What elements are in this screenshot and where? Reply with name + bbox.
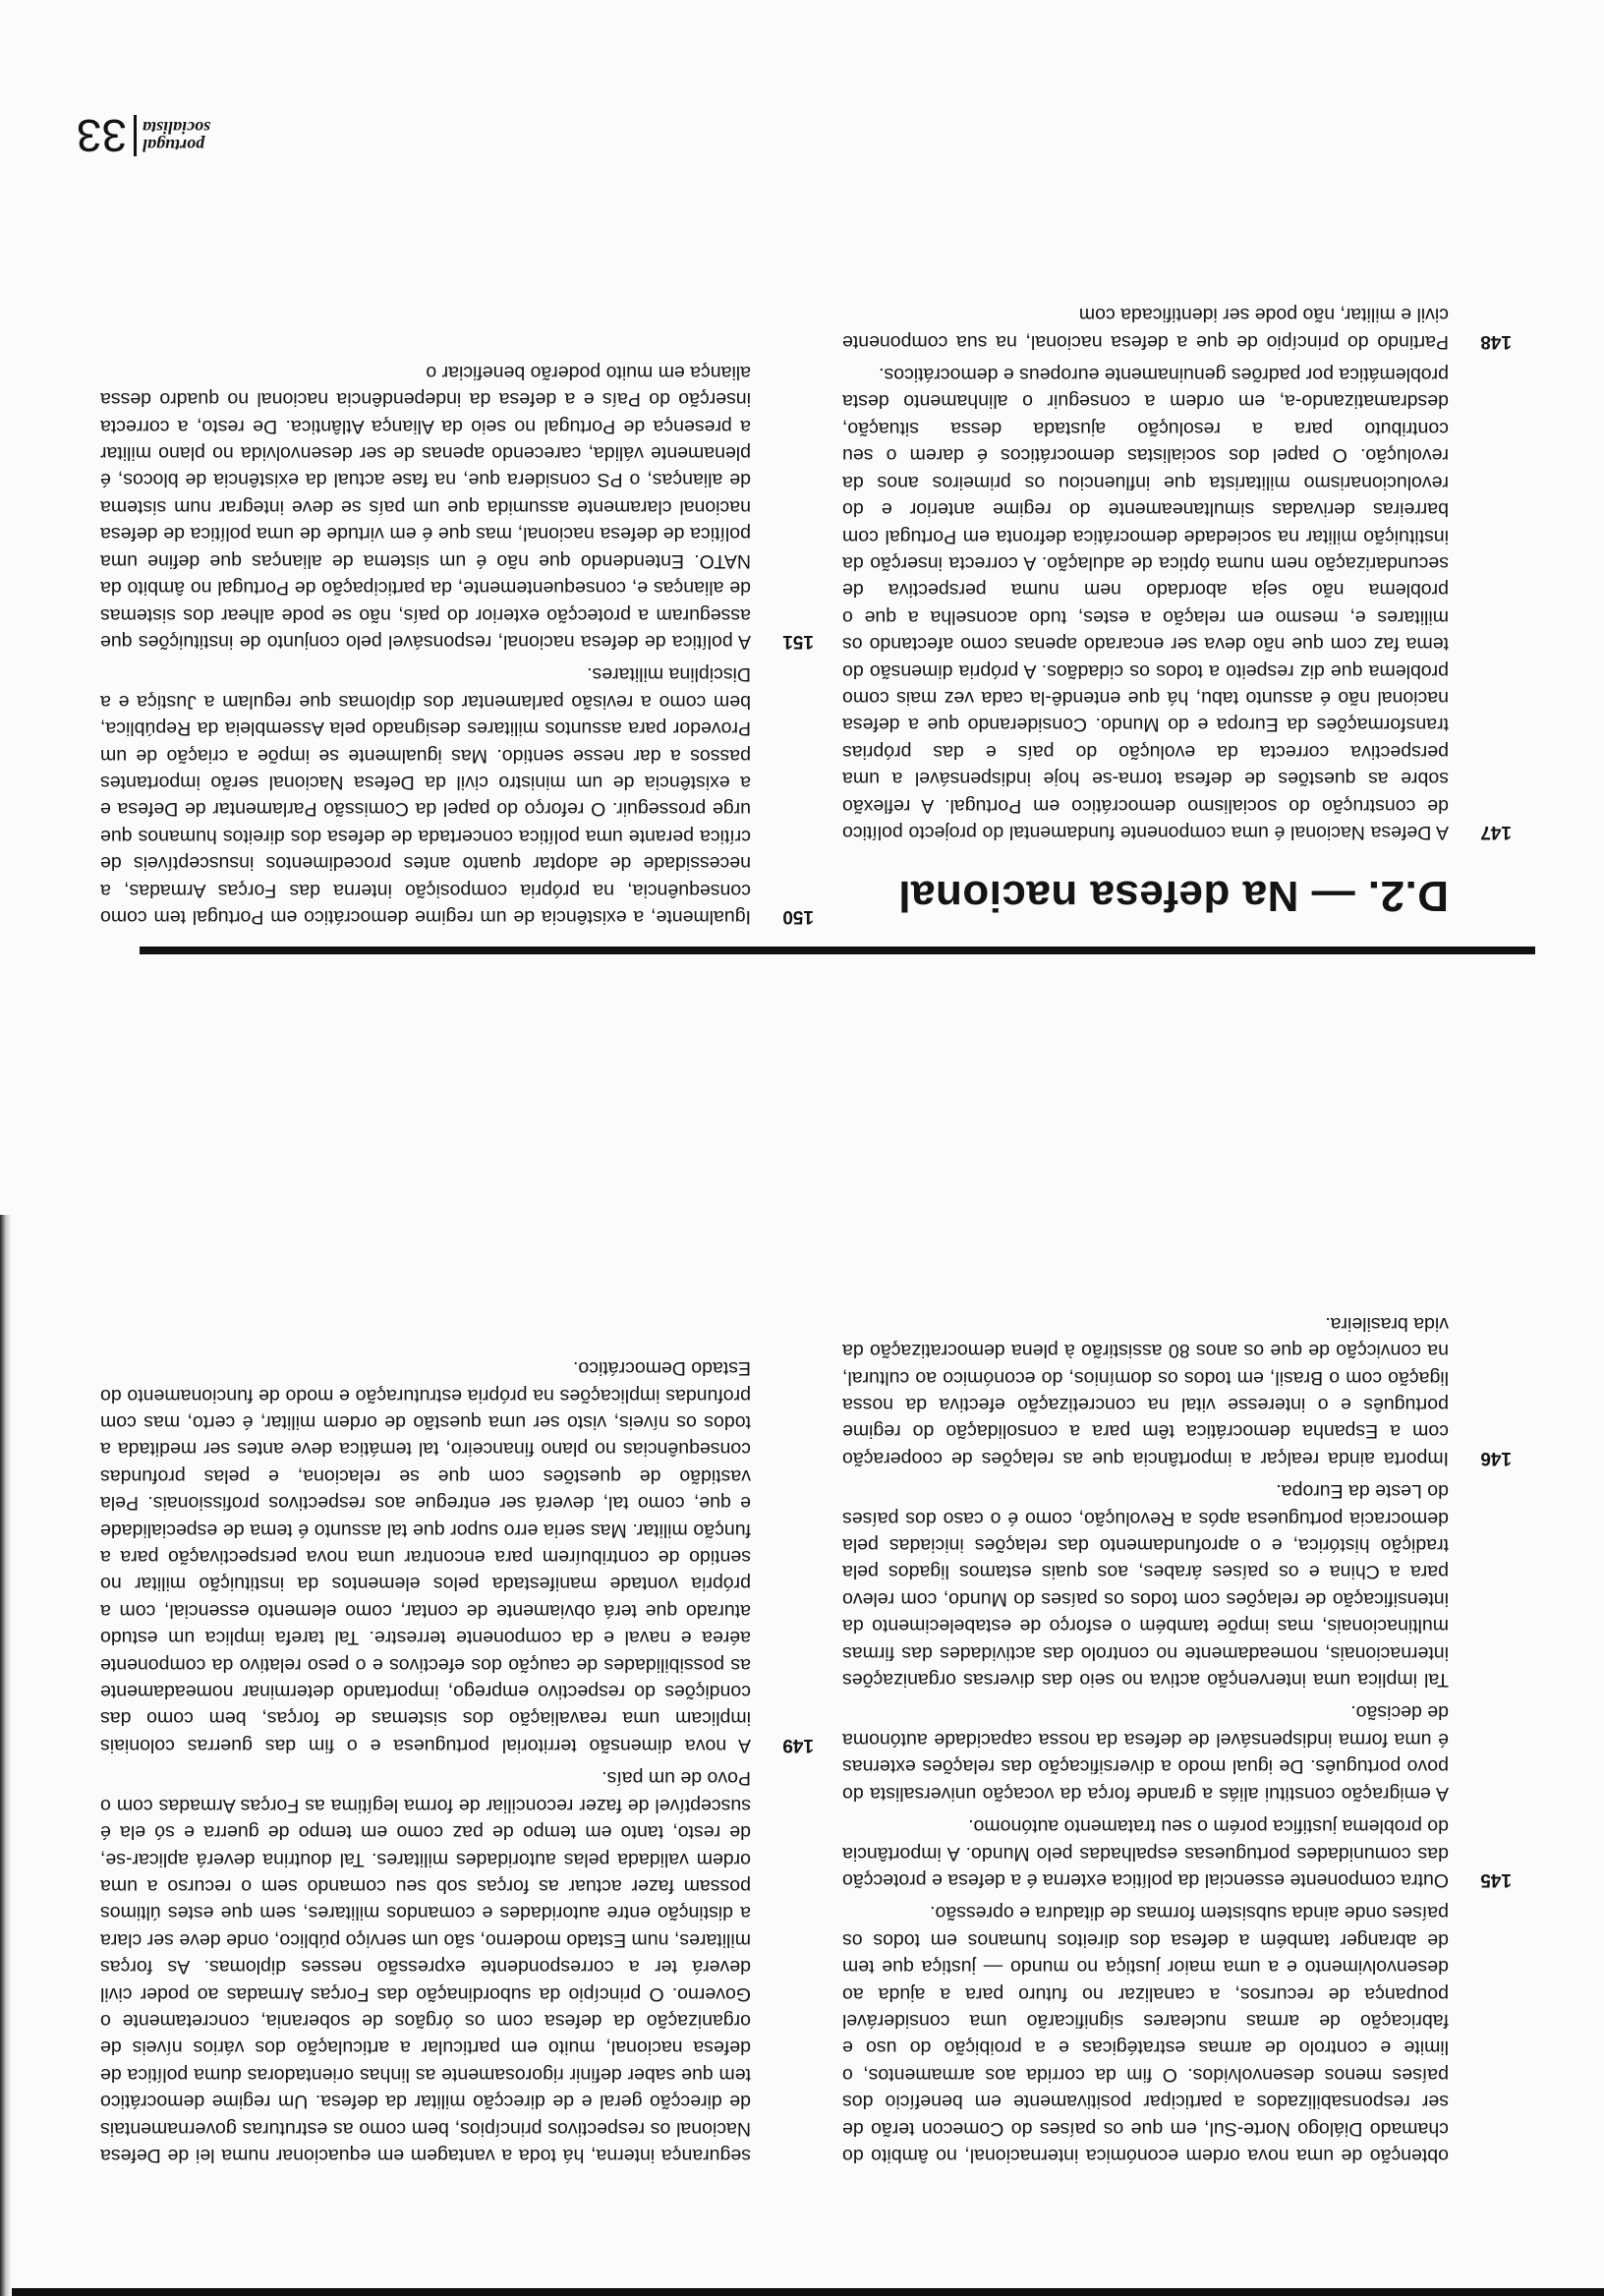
paragraph-number: 145	[1480, 1868, 1512, 1890]
paragraph-text: A Defesa Nacional é uma componente fundamental do projecto político de construção do socialismo democrático em Portugal. A reflexão sobre as questões de defesa torna-se hoje indispensável a uma perspectiva correcta da evolução do país e das próprias transformações da Europa e do Mundo. Considerando que a defesa nacional não é assunto tabu, há que entendê-la cada vez mais como problema que diz respeito a todos os cidadãos. A própria dimensão do tema faz com que não deva ser encarado apenas como afectando os militares e, mesmo em relação a estes, tudo aconselha a que o problema não seja abordado nem numa perspectiva de secundarização nem numa óptica de adulação. A correcta inserção da instituição militar na sociedade democrática defronta em Portugal com barreiras derivadas simultaneamente do regime anterior e do revolucionarismo militarista que influenciou os primeiros anos da revolução. O papel dos socialistas democráticos é darem o seu contributo para a resolução ajustada dessa situação, desdramatizando-a, em ordem a conseguir o alinhamento desta problemática por padrões genuinamente europeus e democráticos.	[842, 364, 1449, 843]
paragraph-149	[100, 1354, 814, 1758]
paragraph-147	[842, 361, 1512, 845]
paragraph-text: Partindo do princípio de que a defesa nacional, na sua componente civil e militar, não pode ser identificada com	[842, 304, 1449, 353]
paragraph-text: A nova dimensão territorial portuguesa e o fim das guerras coloniais implicam uma reavaliação dos sistemas de forças, bem como das condições do respectivo emprego, importando determinar nomeadamente as possibilidades de caução dos efectivos e o peso relativo da componente aérea e naval e da componente terrestre. Tal tarefa implica um estudo aturado que terá obviamente de contar, como elemento essencial, com a própria vontade manifestada pelos elementos da instituição militar no sentido de contribuírem para encontrar uma nova perspectivação para a função militar. Mas seria erro supor que tal assunto é tema de especialidade e que, como tal, deverá ser entregue aos respectivos profissionais. Pela vastidão de questões com que se relaciona, e pelas profundas consequências no plano financeiro, tal temática deve antes ser meditada a todos os níveis, visto ser uma questão de ordem militar, é certo, mas com profundas implicações na própria estruturação e modo de funcionamento do Estado Democrático.	[100, 1357, 751, 1756]
paragraph-text: Importa ainda realçar a importância que as relações de cooperação com a Espanha democrática têm para a consolidação do regime português e o interesse vital na concretização efectiva da nossa ligação com o Brasil, em todos os domínios, do económico ao cultural, na convicção de que os anos 80 assistirão à plena democratização da vida brasileira.	[842, 1312, 1449, 1469]
page-number: 33	[76, 110, 127, 161]
column-top-right	[100, 1349, 814, 2168]
paragraph-number: 147	[1480, 822, 1512, 842]
paragraph-text: Tal implica uma intervenção activa no seio das diversas organizações internacionais, nomeadamente no controlo das actividades das firmas multinacionais, mas impõe também o esforço de estabelecimento da intensificação de relações com todos os países do Mundo, com relevo para a China e os países árabes, aos quais estamos ligados pela tradição histórica, e o aprofundamento das relações iniciadas pela democracia portuguesa após a Revolução, como é o caso dos países do Leste da Europa.	[842, 1480, 1449, 1692]
paragraph-148	[842, 301, 1512, 355]
paragraph-number: 150	[782, 906, 814, 927]
paragraph-number: 148	[1480, 330, 1512, 352]
column-bottom-right	[100, 352, 814, 930]
paragraph-continuation: obtenção de uma nova ordem económica internacional, no âmbito do chamado Diálogo Norte-Sul, em que os países do Comecon terão de ser responsabilizados a participar positivamente em benefício dos países menos desenvolvidos. O fim da corrida aos armamentos, o limite e controlo de armas estratégicas e a proibição do uso e fabricação de armas nucleares significarão uma considerável poupança de recursos, a canalizar no futuro para a ajuda ao desenvolvimento e a uma maior justiça no mundo — justiça que tem de abranger também a defesa dos direitos humanos em todos os países onde ainda subsistem formas de ditadura e opressão.	[842, 1902, 1449, 2166]
paragraph-text: A política de defesa nacional, responsável pelo conjunto de instituições que asseguram a protecção exterior do país, não se pode alhear dos sistemas de alianças e, consequentemente, da participação de Portugal no âmbito da NATO. Entendendo que não é um sistema de alianças que define uma política de defesa nacional, mas que é em virtude de uma política de defesa nacional claramente assumida que um país se deve integrar num sistema de alianças, o PS considera que, na fase actual da existência de blocos, é plenamente válida, carecendo apenas de ser desenvolvida no plano militar a presença de Portugal no seio da Aliança Atlântica. De resto, a correcta inserção do País e a defesa da independência nacional no quadro dessa aliança em muito poderão beneficiar o	[100, 361, 751, 653]
paragraph-151	[100, 358, 814, 654]
paragraph-150	[100, 660, 814, 930]
paragraph-text: A emigração constitui aliás a grande força da vocação universalista do povo português. De igual modo a diversificação das relações externas é uma forma indispensável de defesa da nossa capacidade autónoma de decisão.	[842, 1701, 1449, 1805]
divider-rule	[140, 947, 1535, 954]
column-bottom-left	[842, 295, 1512, 930]
paragraph-number: 151	[782, 630, 814, 652]
scan-edge-side	[0, 1215, 12, 2296]
paragraph-continuation: segurança interna, há toda a vantagem em equacionar numa lei de Defesa Nacional os respectivos princípios, bem como as estruturas governamentais de direcção geral e de direcção militar da defesa. Um regime democrático tem que saber definir rigorosamente as linhas orientadoras duma política de defesa nacional, muito em particular a articulação dos vários níveis de organização da defesa com os órgãos de soberania, concretamente o Governo. O princípio da subordinação das Forças Armadas ao poder civil deverá ter a correspondente expressão nesses diplomas. As forças militares, num Estado moderno, são um serviço público, onde deve ser clara a distinção entre autoridades e comandos militares, sem que estes últimos possam fazer actuar as forças sob seu comando sem o recurso a uma ordem validada pelas autoridades militares. Tal doutrina deverá aplicar-se, de resto, tanto em tempo de paz como em tempo de guerra e só ela é susceptível de fazer reconciliar de forma legítima as Forças Armadas com o Povo de um país.	[100, 1767, 751, 2166]
footer-divider	[134, 115, 137, 156]
page-footer	[66, 95, 223, 161]
paragraph-text: Igualmente, a existência de um regime democrático em Portugal tem como consequência, na própria composição interna das Forças Armadas, a necessidade de adoptar quanto antes procedimentos insusceptíveis de crítica perante uma política concertada de defesa dos direitos humanos que urge prosseguir. O reforço do papel da Comissão Parlamentar de Defesa e a existência de um ministro civil da Defesa Nacional serão importantes passos a dar nesse sentido. Mas igualmente se impõe a criação de um Provedor para assuntos militares designado pela Assembleia da República, bem como a revisão parlamentar dos diplomas que regulam a Justiça e a Disciplina militares.	[100, 663, 751, 928]
publication-logo: portugal socialista	[143, 118, 211, 155]
paragraph-number: 146	[1480, 1447, 1512, 1468]
scan-edge-top	[0, 2288, 1604, 2296]
paragraph-145	[842, 1812, 1512, 1893]
paragraph-146	[842, 1309, 1512, 1470]
column-top-left	[842, 1303, 1512, 2168]
section-title: D.2. — Na defesa nacional	[897, 872, 1449, 920]
paragraph-number: 149	[782, 1734, 814, 1755]
paragraph-text: Outra componente essencial da política externa é a defesa e protecção das comunidades portuguesas espalhadas pelo Mundo. A importância do problema justifica porém o seu tratamento autónomo.	[842, 1815, 1449, 1891]
